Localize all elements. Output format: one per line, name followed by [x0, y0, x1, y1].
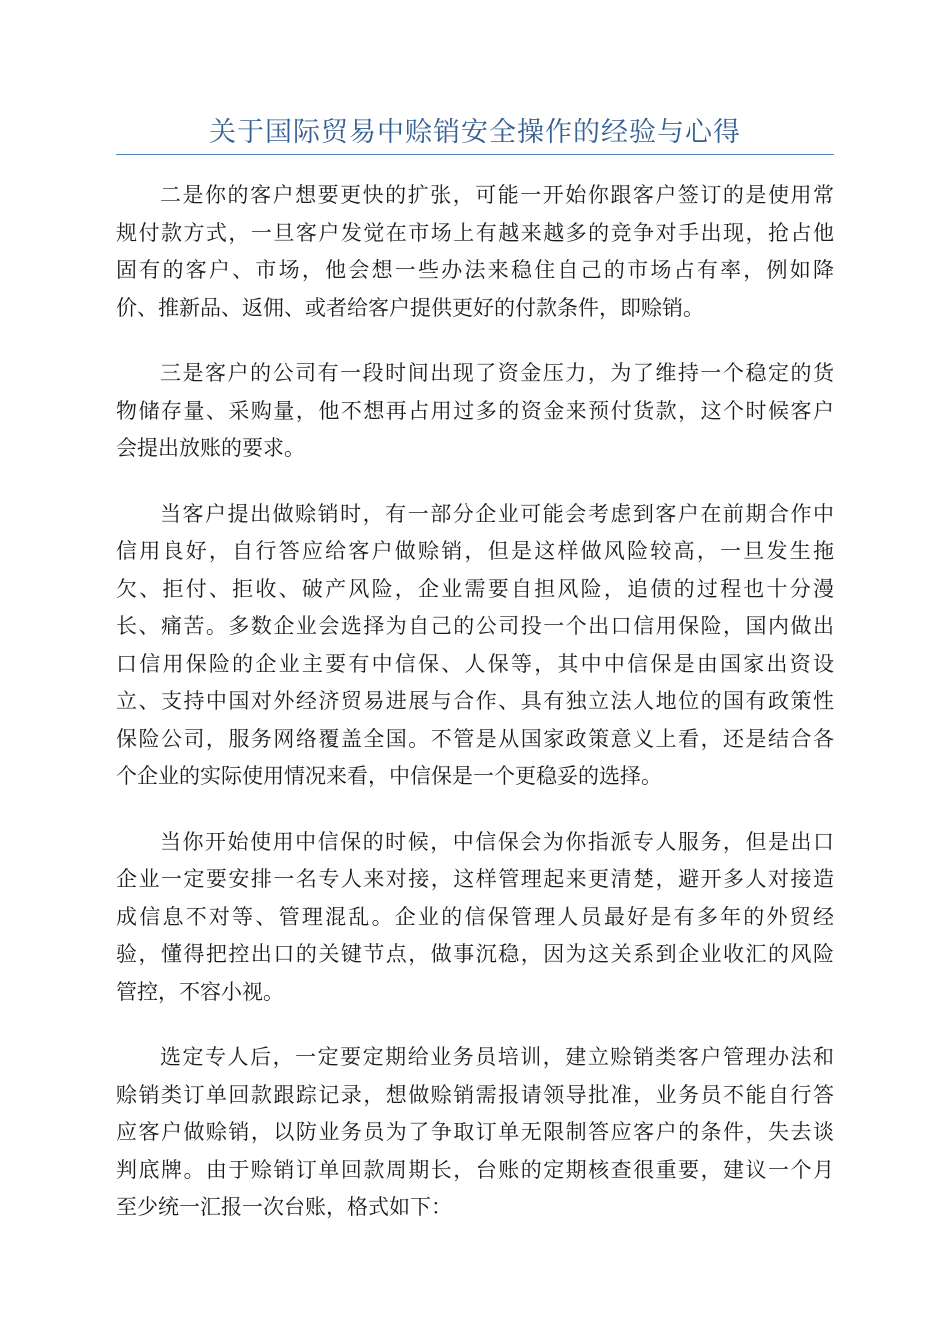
- text-line: 物储存量、采购量，他不想再占用过多的资金来预付货款，这个时候客户: [116, 398, 834, 423]
- text-line: 个企业的实际使用情况来看，中信保是一个更稳妥的选择。: [116, 764, 662, 788]
- document-title: 关于国际贸易中赊销安全操作的经验与心得: [209, 117, 741, 148]
- text-line: 当客户提出做赊销时，有一部分企业可能会考虑到客户在前期合作中: [160, 501, 834, 526]
- text-line: 欠、拒付、拒收、破产风险，企业需要自担风险，追债的过程也十分漫: [116, 576, 834, 601]
- text-line: 口信用保险的企业主要有中信保、人保等，其中中信保是由国家出资设: [116, 651, 834, 676]
- text-line: 应客户做赊销，以防业务员为了争取订单无限制答应客户的条件，失去谈: [116, 1120, 834, 1144]
- text-line: 管控，不容小视。: [116, 979, 284, 1004]
- title-underline: [116, 154, 834, 155]
- text-line: 信用良好，自行答应给客户做赊销，但是这样做风险较高，一旦发生拖: [116, 539, 834, 563]
- document-body: [116, 177, 834, 1255]
- text-line: 规付款方式，一旦客户发觉在市场上有越来越多的竞争对手出现，抢占他: [116, 220, 834, 245]
- text-line: 判底牌。由于赊销订单回款周期长，台账的定期核查很重要，建议一个月: [116, 1157, 834, 1182]
- text-line: 企业一定要安排一名专人来对接，这样管理起来更清楚，避开多人对接造: [116, 867, 834, 891]
- text-line: 二是你的客户想要更快的扩张，可能一开始你跟客户签订的是使用常: [160, 183, 834, 207]
- paragraph: [116, 496, 834, 796]
- text-line: 成信息不对等、管理混乱。企业的信保管理人员最好是有多年的外贸经: [116, 904, 834, 929]
- text-line: 验，懂得把控出口的关键节点，做事沉稳，因为这关系到企业收汇的风险: [116, 942, 834, 966]
- paragraph: [116, 177, 834, 327]
- text-line: 价、推新品、返佣、或者给客户提供更好的付款条件，即赊销。: [116, 295, 704, 320]
- text-line: 立、支持中国对外经济贸易进展与合作、具有独立法人地位的国有政策性: [116, 689, 834, 713]
- paragraph: [116, 355, 834, 468]
- text-line: 选定专人后，一定要定期给业务员培训，建立赊销类客户管理办法和: [160, 1045, 834, 1069]
- text-line: 当你开始使用中信保的时候，中信保会为你指派专人服务，但是出口: [160, 829, 834, 854]
- text-line: 保险公司，服务网络覆盖全国。不管是从国家政策意义上看，还是结合各: [116, 726, 834, 751]
- paragraph: [116, 1039, 834, 1227]
- text-line: 会提出放账的要求。: [116, 436, 305, 460]
- text-line: 固有的客户、市场，他会想一些办法来稳住自己的市场占有率，例如降: [116, 258, 834, 282]
- text-line: 至少统一汇报一次台账，格式如下：: [116, 1195, 452, 1219]
- paragraph: [116, 824, 834, 1012]
- text-line: 赊销类订单回款跟踪记录，想做赊销需报请领导批准，业务员不能自行答: [116, 1082, 834, 1107]
- text-line: 三是客户的公司有一段时间出现了资金压力，为了维持一个稳定的货: [160, 361, 834, 385]
- text-line: 长、痛苦。多数企业会选择为自己的公司投一个出口信用保险，国内做出: [116, 614, 834, 638]
